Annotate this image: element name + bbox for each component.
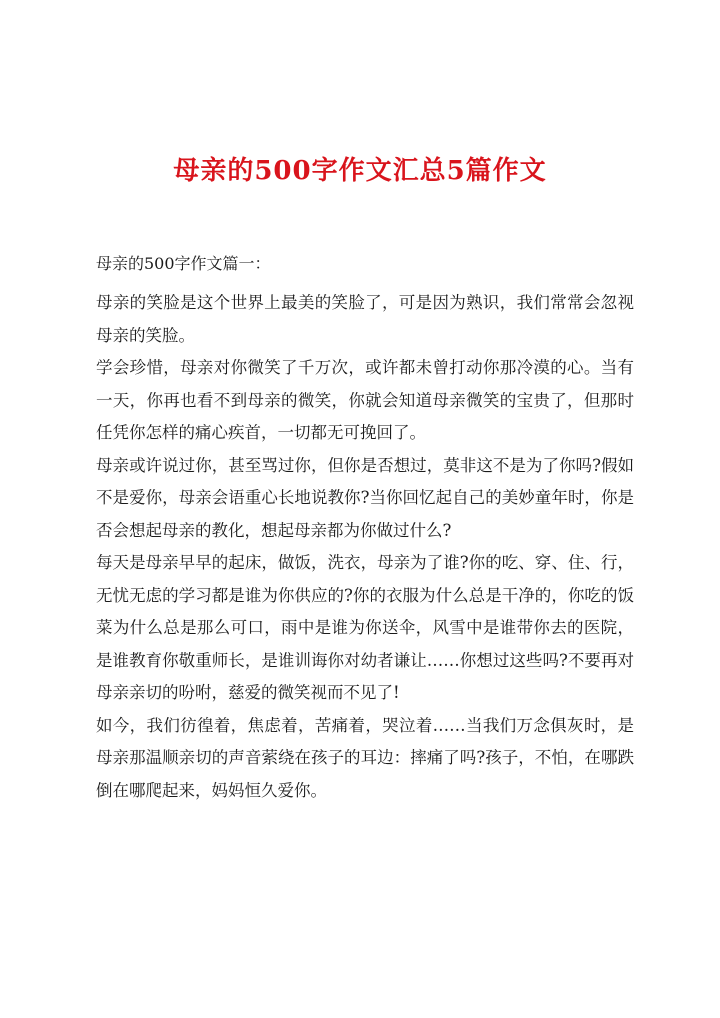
section-heading: 母亲的500字作文篇一： [96,254,271,273]
paragraph: 每天是母亲早早的起床，做饭，洗衣，母亲为了谁?你的吃、穿、住、行，无忧无虑的学习都是谁为你供应的?你的衣服为什么总是干净的，你吃的饭菜为什么总是那么可口，雨中是谁为你送伞，风雪中是谁带你去的医院，是谁教育你敬重师长，是谁训诲你对幼者谦让……你想过这些吗?不要再对母亲亲切的吩咐，慈爱的微笑视而不见了! [96,553,634,702]
paragraph: 如今，我们彷徨着，焦虑着，苦痛着，哭泣着……当我们万念俱灰时，是母亲那温顺亲切的声音萦绕在孩子的耳边：摔痛了吗?孩子，不怕，在哪跌倒在哪爬起来，妈妈恒久爱你。 [96,715,634,800]
paragraph: 学会珍惜，母亲对你微笑了千万次，或许都未曾打动你那冷漠的心。当有一天，你再也看不到母亲的微笑，你就会知道母亲微笑的宝贵了，但那时任凭你怎样的痛心疾首，一切都无可挽回了。 [96,358,634,442]
document-title: 母亲的500字作文汇总5篇作文 [173,156,547,186]
paragraph: 母亲的笑脸是这个世界上最美的笑脸了，可是因为熟识，我们常常会忽视母亲的笑脸。 [96,293,634,345]
paragraph: 母亲或许说过你，甚至骂过你，但你是否想过，莫非这不是为了你吗?假如不是爱你，母亲会语重心长地说教你?当你回忆起自己的美妙童年时，你是否会想起母亲的教化，想起母亲都为你做过什么? [96,455,634,540]
document-body [96,252,634,807]
